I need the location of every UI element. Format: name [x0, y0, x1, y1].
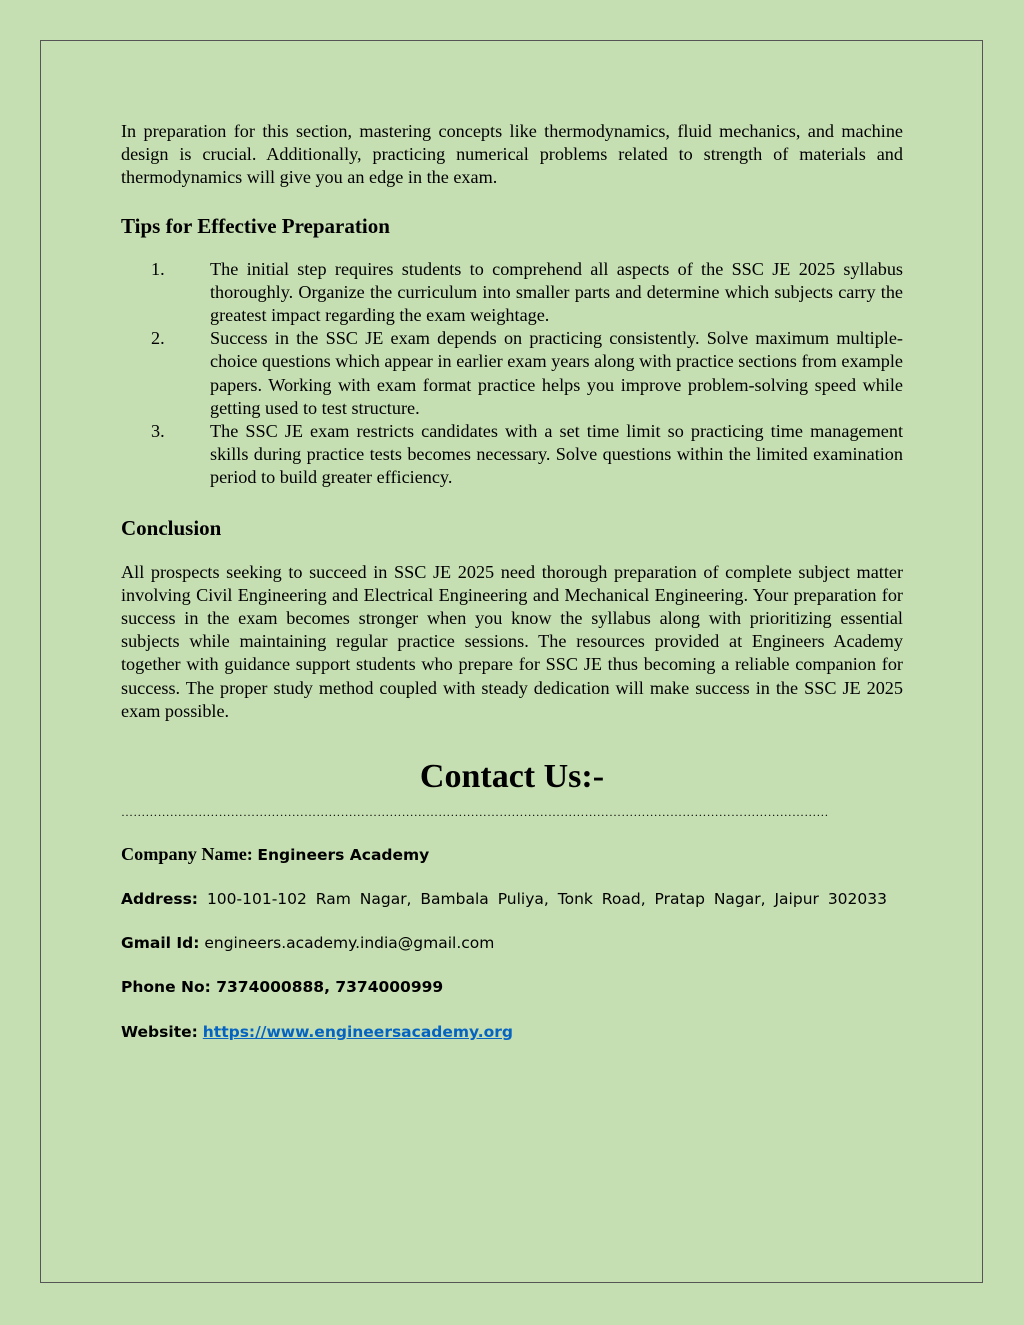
gmail-line — [121, 933, 903, 954]
website-link[interactable]: https://www.engineersacademy.org — [202, 1022, 514, 1041]
company-line — [121, 843, 903, 867]
phone-label: Phone No: — [121, 978, 211, 997]
tips-heading: Tips for Effective Preparation — [121, 213, 390, 238]
tips-list — [121, 258, 903, 490]
list-item-text: The initial step requires students to comprehend all aspects of the SSC JE 2025 syllabus thoroughly. Organize the curriculum into smaller parts and determine which subjects carry the greatest impact regarding the exam weightage. — [210, 258, 903, 326]
contact-title: Contact Us:- — [419, 758, 605, 796]
company-label: Company Name: — [121, 844, 253, 865]
phone-value: 7374000888, 7374000999 — [216, 978, 444, 997]
dotted-separator: ………………………………………………………………………………………………………………………………………………………… — [121, 805, 829, 820]
list-number: 2. — [151, 328, 165, 349]
conclusion-paragraph: All prospects seeking to succeed in SSC JE 2025 need thorough preparation of complete subject matter involving Civil Engineering and Electrical Engineering and Mechanical Engineering. Your preparation for success in the exam becomes stronger when you know the syllabus along with prioritizing essential subjects while maintaining regular practice sessions. The resources provided at Engineers Academy together with guidance support students who prepare for SSC JE thus becoming a reliable companion for success. The proper study method coupled with steady dedication will make success in the SSC JE 2025 exam possible. — [121, 561, 903, 721]
list-item — [121, 420, 903, 490]
list-number: 1. — [151, 258, 165, 279]
conclusion-heading: Conclusion — [121, 515, 222, 540]
website-label: Website: — [121, 1022, 198, 1041]
gmail-label: Gmail Id: — [121, 933, 200, 952]
address-value: 100-101-102 Ram Nagar, Bambala Puliya, Tonk Road, Pratap Nagar, Jaipur 302033 — [206, 890, 887, 909]
intro-paragraph: In preparation for this section, mastering concepts like thermodynamics, fluid mechanics, and machine design is crucial. Additionally, practicing numerical problems related to strength of materials and thermodynamics will give you an edge in the exam. — [121, 121, 903, 188]
list-item-text: The SSC JE exam restricts candidates with a set time limit so practicing time management skills during practice tests becomes necessary. Solve questions within the limited examination period to build greater efficiency. — [210, 421, 903, 488]
address-line — [121, 889, 903, 910]
list-number: 3. — [151, 421, 165, 442]
list-item-text: Success in the SSC JE exam depends on practicing consistently. Solve maximum multiple-choice questions which appear in earlier exam years along with practice sections from example papers. Working with exam format practice helps you improve problem-solving speed while getting used to test structure. — [210, 328, 903, 418]
gmail-value: engineers.academy.india@gmail.com — [204, 933, 495, 952]
phone-line — [121, 977, 903, 998]
address-label: Address: — [121, 890, 198, 909]
company-value: Engineers Academy — [257, 846, 430, 865]
list-item — [121, 327, 903, 420]
list-item — [121, 258, 903, 328]
document-content — [121, 120, 903, 1042]
website-line — [121, 1022, 903, 1043]
